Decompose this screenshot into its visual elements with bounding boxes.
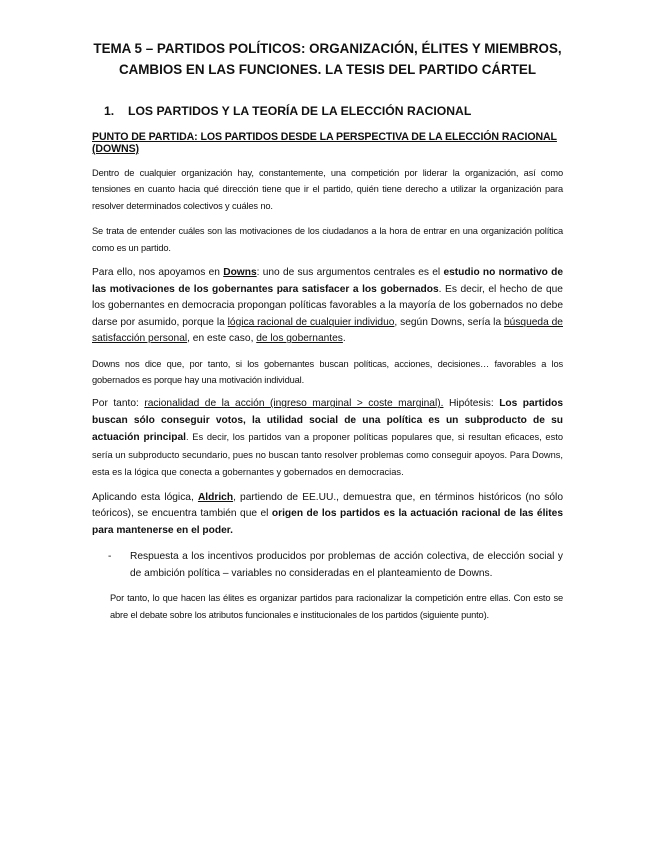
section-number: 1. xyxy=(104,104,115,118)
underlined-run: de los gobernantes xyxy=(256,333,343,345)
text-run: , según Downs, sería la xyxy=(394,316,504,328)
author-aldrich: Aldrich xyxy=(197,491,234,503)
paragraph-3 xyxy=(92,265,563,348)
underlined-run: racionalidad de la acción (ingreso marginal > coste marginal). xyxy=(144,398,444,410)
text-run: Aplicando esta lógica, xyxy=(92,491,198,503)
bold-run: estudio no normativo de las motivaciones de los gobernantes para satisfacer a los gobernados xyxy=(92,267,564,295)
section-title: LOS PARTIDOS Y LA TEORÍA DE LA ELECCIÓN RACIONAL xyxy=(128,104,472,118)
underlined-run: búsqueda de satisfacción personal xyxy=(92,316,563,345)
subheading: PUNTO DE PARTIDA: LOS PARTIDOS DESDE LA PERSPECTIVA DE LA ELECCIÓN RACIONAL (DOWNS) xyxy=(92,131,557,155)
text-run: Hipótesis: xyxy=(443,398,500,410)
text-run: . Es decir, el hecho de que los gobernantes en democracia propongan políticas favorables a la mayoría de los gobernados no debe darse por asumido, porque la xyxy=(92,283,563,328)
text-run: : uno de sus argumentos centrales es el xyxy=(256,267,444,279)
text-run: . xyxy=(342,333,346,345)
text-run: Por tanto: xyxy=(92,398,145,410)
paragraph-2: Se trata de entender cuáles son las motivaciones de los ciudadanos a la hora de entrar en una organización política como es un partido. xyxy=(92,226,563,253)
paragraph-4: Downs nos dice que, por tanto, si los gobernantes buscan políticas, acciones, decisiones… favorables a los gobernados es porque hay una motivación individual. xyxy=(92,358,563,385)
bold-run: origen de los partidos es la actuación racional de las élites para mantenerse en el poder. xyxy=(92,508,563,536)
list-item xyxy=(92,549,563,582)
title-line-1: TEMA 5 – PARTIDOS POLÍTICOS: ORGANIZACIÓN, ÉLITES Y MIEMBROS, xyxy=(93,41,562,56)
bullet-text: Respuesta a los incentivos producidos por problemas de acción colectiva, de elección social y de ambición política – variables no consideradas en el planteamiento de Downs. xyxy=(130,551,563,579)
author-downs: Downs xyxy=(223,267,257,279)
text-run: . Es decir, los partidos van a proponer políticas populares que, si resultan eficaces, esto sería un subproducto secundario, pues no buscan tanto resolver problemas como conseguir apoyos. Para Downs, esta es la lógica que conecta a gobernantes y gobernados en democracias. xyxy=(92,432,564,478)
paragraph-5 xyxy=(92,396,563,482)
bullet-dash: - xyxy=(108,551,112,563)
document-title xyxy=(92,38,563,80)
section-heading xyxy=(104,104,563,118)
underlined-run: lógica racional de cualquier individuo xyxy=(227,316,395,328)
text-run: , partiendo de EE.UU., demuestra que, en términos históricos (no sólo teóricos), se encuentra también que el xyxy=(92,491,563,520)
title-line-2: CAMBIOS EN LAS FUNCIONES. LA TESIS DEL PARTIDO CÁRTEL xyxy=(118,62,537,77)
bold-run: Los partidos buscan sólo conseguir votos, la utilidad social de una política es un subproducto de su actuación principal xyxy=(92,398,563,444)
paragraph-7: Por tanto, lo que hacen las élites es organizar partidos para racionalizar la competición entre ellas. Con esto se abre el debate sobre los atributos funcionales e institucionales de los partidos (siguiente punto). xyxy=(110,593,563,620)
paragraph-1: Dentro de cualquier organización hay, constantemente, una competición por liderar la organización, así como tensiones en cuanto hacia qué dirección tiene que ir el partido, quién tiene derecho a utilizar la organización para resolver determinados colectivos y cuáles no. xyxy=(92,168,563,211)
paragraph-6 xyxy=(92,490,563,540)
text-run: Para ello, nos apoyamos en xyxy=(92,267,224,279)
text-run: , en este caso, xyxy=(187,333,257,345)
